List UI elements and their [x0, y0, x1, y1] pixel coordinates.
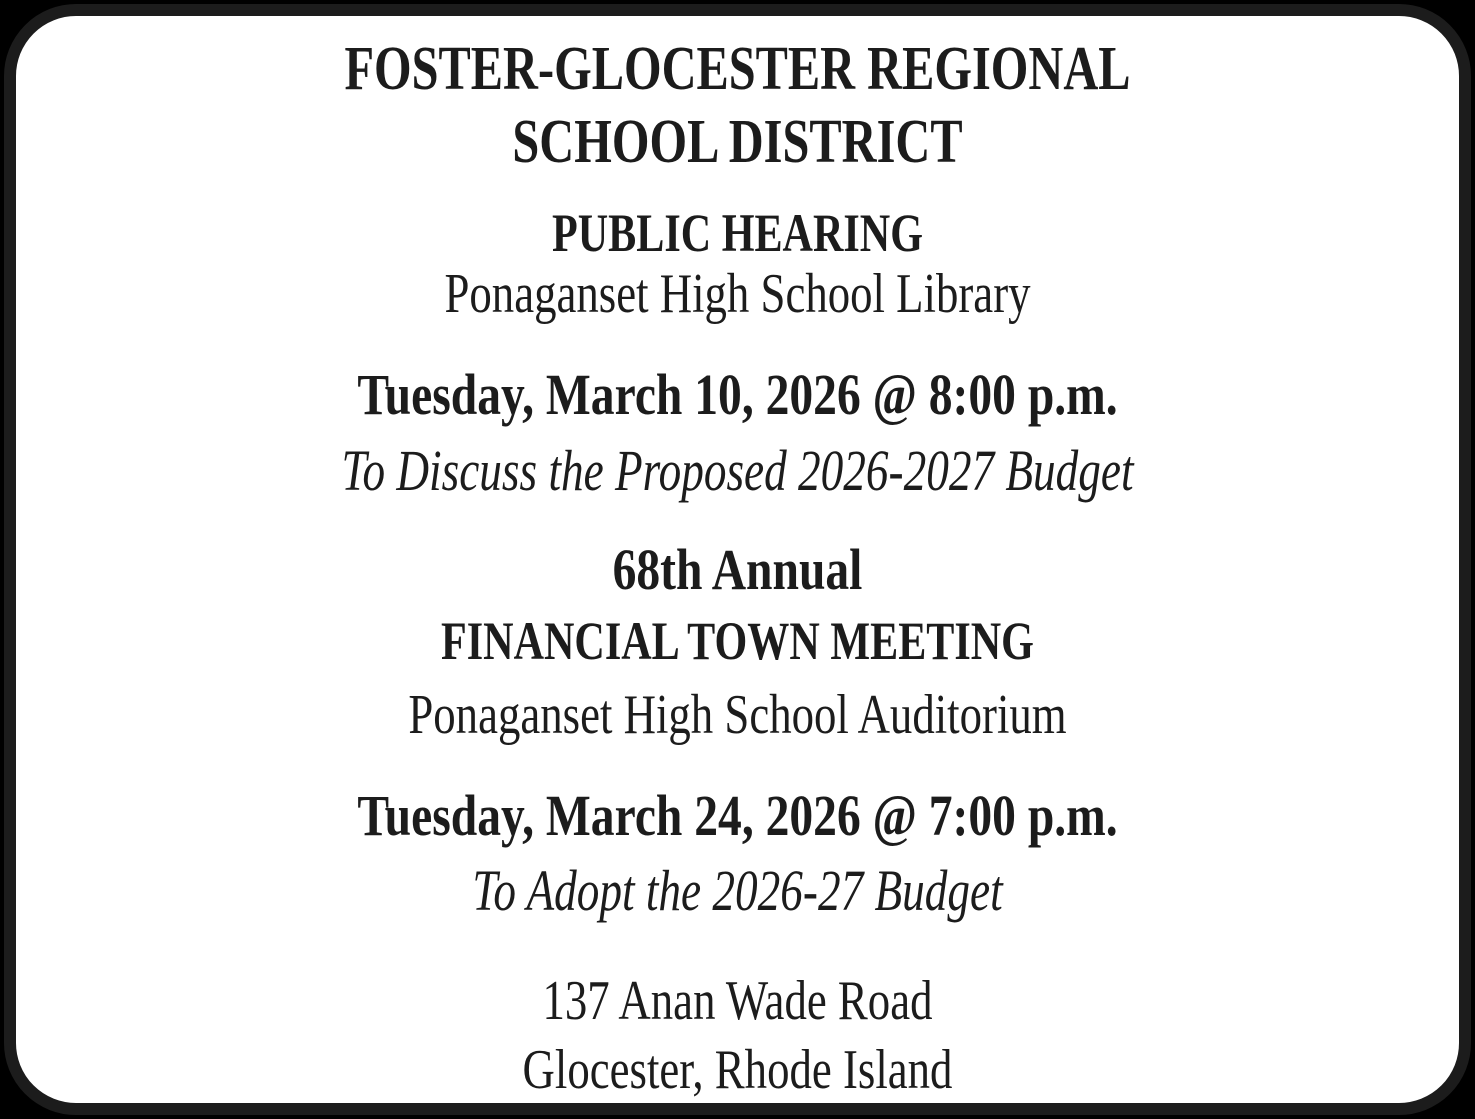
meeting-purpose: To Adopt the 2026-27 Budget	[472, 858, 1003, 923]
district-title-line-1: FOSTER-GLOCESTER REGIONAL	[344, 35, 1131, 103]
hearing-heading: PUBLIC HEARING	[552, 203, 923, 263]
hearing-datetime: Tuesday, March 10, 2026 @ 8:00 p.m.	[357, 362, 1118, 427]
district-title-line-2: SCHOOL DISTRICT	[512, 108, 963, 176]
hearing-location: Ponaganset High School Library	[444, 263, 1031, 325]
public-notice	[4, 4, 1471, 1115]
meeting-datetime: Tuesday, March 24, 2026 @ 7:00 p.m.	[357, 783, 1118, 848]
meeting-heading: FINANCIAL TOWN MEETING	[441, 611, 1034, 671]
meeting-location: Ponaganset High School Auditorium	[408, 684, 1067, 746]
hearing-purpose: To Discuss the Proposed 2026-2027 Budget	[341, 438, 1134, 503]
address-city: Glocester, Rhode Island	[522, 1039, 953, 1101]
meeting-ordinal: 68th Annual	[612, 537, 863, 602]
address-street: 137 Anan Wade Road	[542, 970, 933, 1032]
